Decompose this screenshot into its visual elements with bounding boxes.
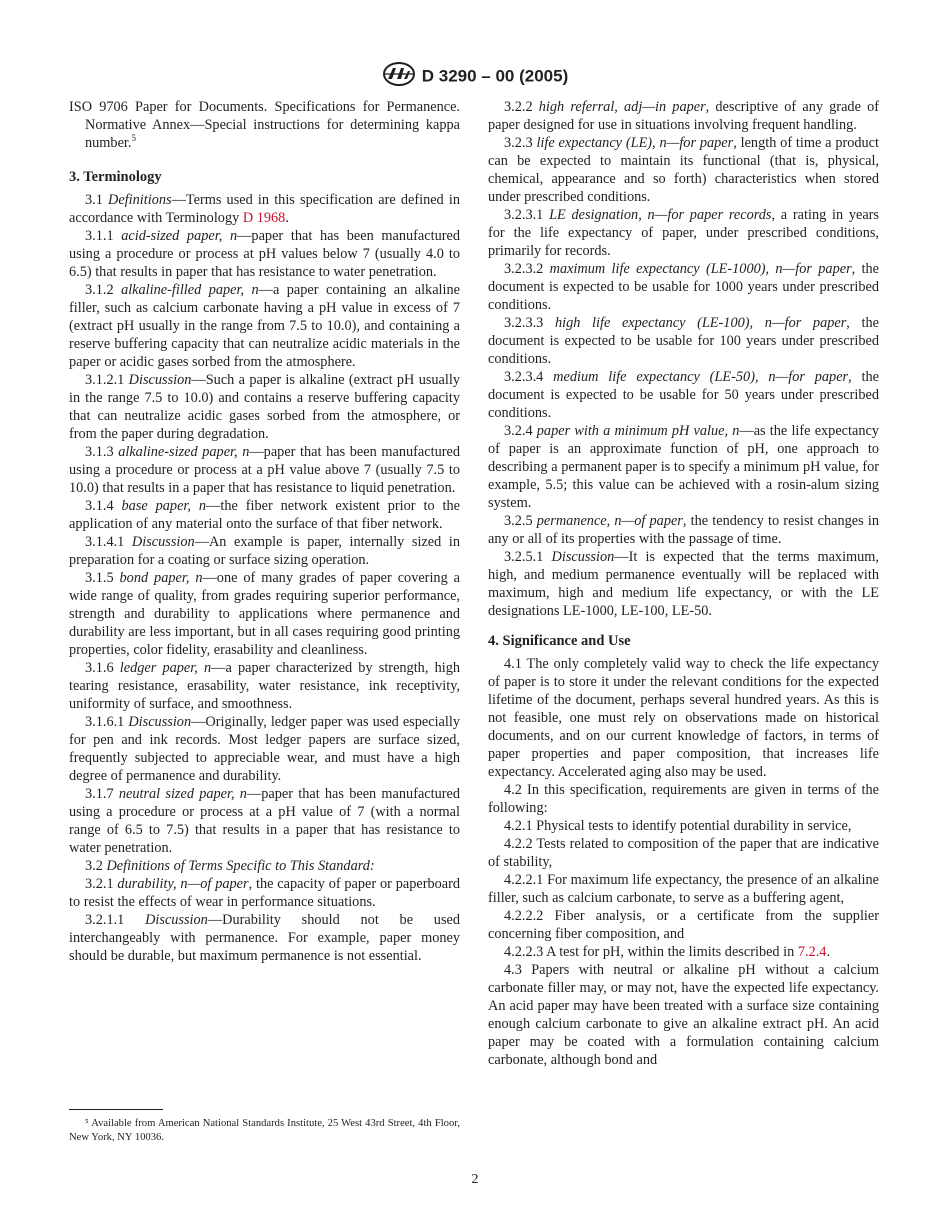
para-4-2: 4.2 In this specification, requirements are given in terms of the following:: [488, 782, 879, 816]
iso-reference: ISO 9706 Paper for Documents. Specifications for Permanence. Normative Annex—Special instructions for determining kappa number.$^5$: [69, 99, 460, 151]
para-4-3: 4.3 Papers with neutral or alkaline pH without a calcium carbonate filler may, or may not, have the expected life expectancy. An acid paper may have been treated with a surface size containing enough calcium carbonate to give an alkaline extract pH. An acid paper may be coated with a formulation containing calcium carbonate, although bond and: [488, 962, 879, 1068]
para-3-1-2-1: 3.1.2.1 Discussion—Such a paper is alkaline (extract pH usually in the range 7.5 to 10.0) and contains a reserve buffering capacity that can neutralize acidic gases sorbed from the atmosphere, or from the paper during degradation.: [69, 372, 460, 442]
para-3-1-4: 3.1.4 base paper, n—the fiber network existent prior to the application of any material onto the surface of that fiber network.: [69, 498, 460, 532]
section-4-heading: 4. Significance and Use: [488, 633, 631, 649]
para-3-1-4-1: 3.1.4.1 Discussion—An example is paper, internally sized in preparation for a coating or surface sizing operation.: [69, 534, 461, 568]
para-3-2-4: 3.2.4 paper with a minimum pH value, n—as the life expectancy of paper is an approximate function of pH, one approach to describing a permanent paper is to specify a minimum pH value, for example, 5.5; this value can be achieved with a rosin-alum sizing system.: [488, 423, 879, 511]
para-4-2-2-2: 4.2.2.2 Fiber analysis, or a certificate from the supplier concerning fiber composition, and: [488, 908, 879, 942]
para-4-1: 4.1 The only completely valid way to check the life expectancy of paper is to store it under the relevant conditions for the expected lifetime of the document, perhaps several hundred years. As this is not feasible, one must rely on observations made on historical documents, and on our current knowledge of factors, in terms of paper properties and paper composition, that increases life expectancy. Accelerated aging also may be used.: [488, 656, 879, 780]
para-3-2-2: 3.2.2 high referral, adj—in paper, descriptive of any grade of paper designed for use in situations involving frequent handling.: [488, 99, 879, 133]
para-3-2-3-1: 3.2.3.1 LE designation, n—for paper records, a rating in years for the life expectancy of paper, under prescribed conditions, primarily for records.: [488, 207, 879, 259]
para-4-2-2-3: 4.2.2.3 A test for pH, within the limits described in 7.2.4.: [504, 944, 831, 960]
para-3-2-1-1: 3.2.1.1 Discussion—Durability should not be used interchangeably with permanence. For example, paper money should be durable, but maximum permanence is not essential.: [69, 912, 461, 964]
section-3-heading: 3. Terminology: [69, 169, 162, 185]
para-3-1-3: 3.1.3 alkaline-sized paper, n—paper that has been manufactured using a procedure or process at a pH value above 7 (usually 7.5 to 10.0) that results in a paper that has resistance to liquid penetration.: [69, 444, 460, 496]
para-3-2-3: 3.2.3 life expectancy (LE), n—for paper, length of time a product can be expected to maintain its functional (that is, physical, chemical, appearance and so forth) characteristics when stored under prescribed conditions.: [488, 135, 880, 205]
page-header: [0, 62, 950, 91]
para-3-2-3-2: 3.2.3.2 maximum life expectancy (LE-1000), n—for paper, the document is expected to be usable for 1000 years under prescribed conditions.: [488, 261, 880, 313]
para-3-1-5: 3.1.5 bond paper, n—one of many grades of paper covering a wide range of quality, from grades requiring superior performance, strength and durability to applications where permanence and durability are less important, but in all cases requiring good printing properties, color fidelity, erasability and cleanliness.: [69, 570, 460, 658]
para-3-1-2: 3.1.2 alkaline-filled paper, n—a paper containing an alkaline filler, such as calcium carbonate having a pH value in excess of 7 (extract pH usually in the range from 7.5 to 10.0), and containing a reserve buffering capacity that can neutralize acidic materials in the paper or acidic gases sorbed from the atmosphere.: [69, 282, 460, 370]
para-3-2-5: 3.2.5 permanence, n—of paper, the tendency to resist changes in any or all of its properties with the passage of time.: [488, 513, 879, 547]
para-4-2-2: 4.2.2 Tests related to composition of the paper that are indicative of stability,: [488, 836, 879, 870]
footnote: [69, 1117, 460, 1145]
footnote-5: ⁵ Available from American National Standards Institute, 25 West 43rd Street, 4th Floor, New York, NY 10036.: [69, 1118, 460, 1143]
astm-logo-icon: [382, 62, 416, 91]
para-4-2-1: 4.2.1 Physical tests to identify potential durability in service,: [504, 818, 852, 834]
left-column: [69, 98, 460, 965]
document-code: D 3290 – 00 (2005): [421, 66, 569, 86]
para-4-2-2-1: 4.2.2.1 For maximum life expectancy, the presence of an alkaline filler, such as calcium carbonate, to serve as a buffering agent,: [488, 872, 879, 906]
right-column: [488, 98, 879, 1069]
para-3-2-5-1: 3.2.5.1 Discussion—It is expected that the terms maximum, high, and medium permanence eventually will be replaced with maximum, high and medium life expectancy, or with the LE designations LE-1000, LE-100, LE-50.: [488, 549, 880, 619]
para-3-1-6: 3.1.6 ledger paper, n—a paper characterized by strength, high tearing resistance, erasability, water resistance, ink receptivity, uniformity of surface, and smoothness.: [69, 660, 461, 712]
para-3-2-3-4: 3.2.3.4 medium life expectancy (LE-50), n—for paper, the document is expected to be usable for 50 years under prescribed conditions.: [488, 369, 879, 421]
page-number: 2: [471, 1172, 479, 1187]
para-3-1-6-1: 3.1.6.1 Discussion—Originally, ledger paper was used especially for pen and ink records. Most ledger papers are surface sized, frequently subjected to appreciable wear, and must have a high degree of permanence and durability.: [69, 714, 460, 784]
link-d1968[interactable]: D 1968: [242, 210, 286, 226]
para-3-1: 3.1 Definitions—Terms used in this specification are defined in accordance with Terminology D 1968.: [69, 192, 460, 226]
para-3-1-1: 3.1.1 acid-sized paper, n—paper that has been manufactured using a procedure or process at pH values below 7 (usually 4.0 to 6.5) that results in paper that has resistance to water penetration.: [69, 228, 460, 280]
para-3-2-1: 3.2.1 durability, n—of paper, the capacity of paper or paperboard to resist the effects of wear in performance situations.: [69, 876, 461, 910]
para-3-1-7: 3.1.7 neutral sized paper, n—paper that has been manufactured using a procedure or process at a pH value of 7 (with a normal range of 6.5 to 7.5) that results in a paper that has resistance to water penetration.: [69, 786, 461, 856]
link-7-2-4[interactable]: 7.2.4: [797, 944, 827, 960]
footnote-divider: [69, 1109, 163, 1110]
para-3-2: 3.2 Definitions of Terms Specific to This Standard:: [85, 858, 375, 874]
para-3-2-3-3: 3.2.3.3 high life expectancy (LE-100), n—for paper, the document is expected to be usable for 100 years under prescribed conditions.: [488, 315, 879, 367]
